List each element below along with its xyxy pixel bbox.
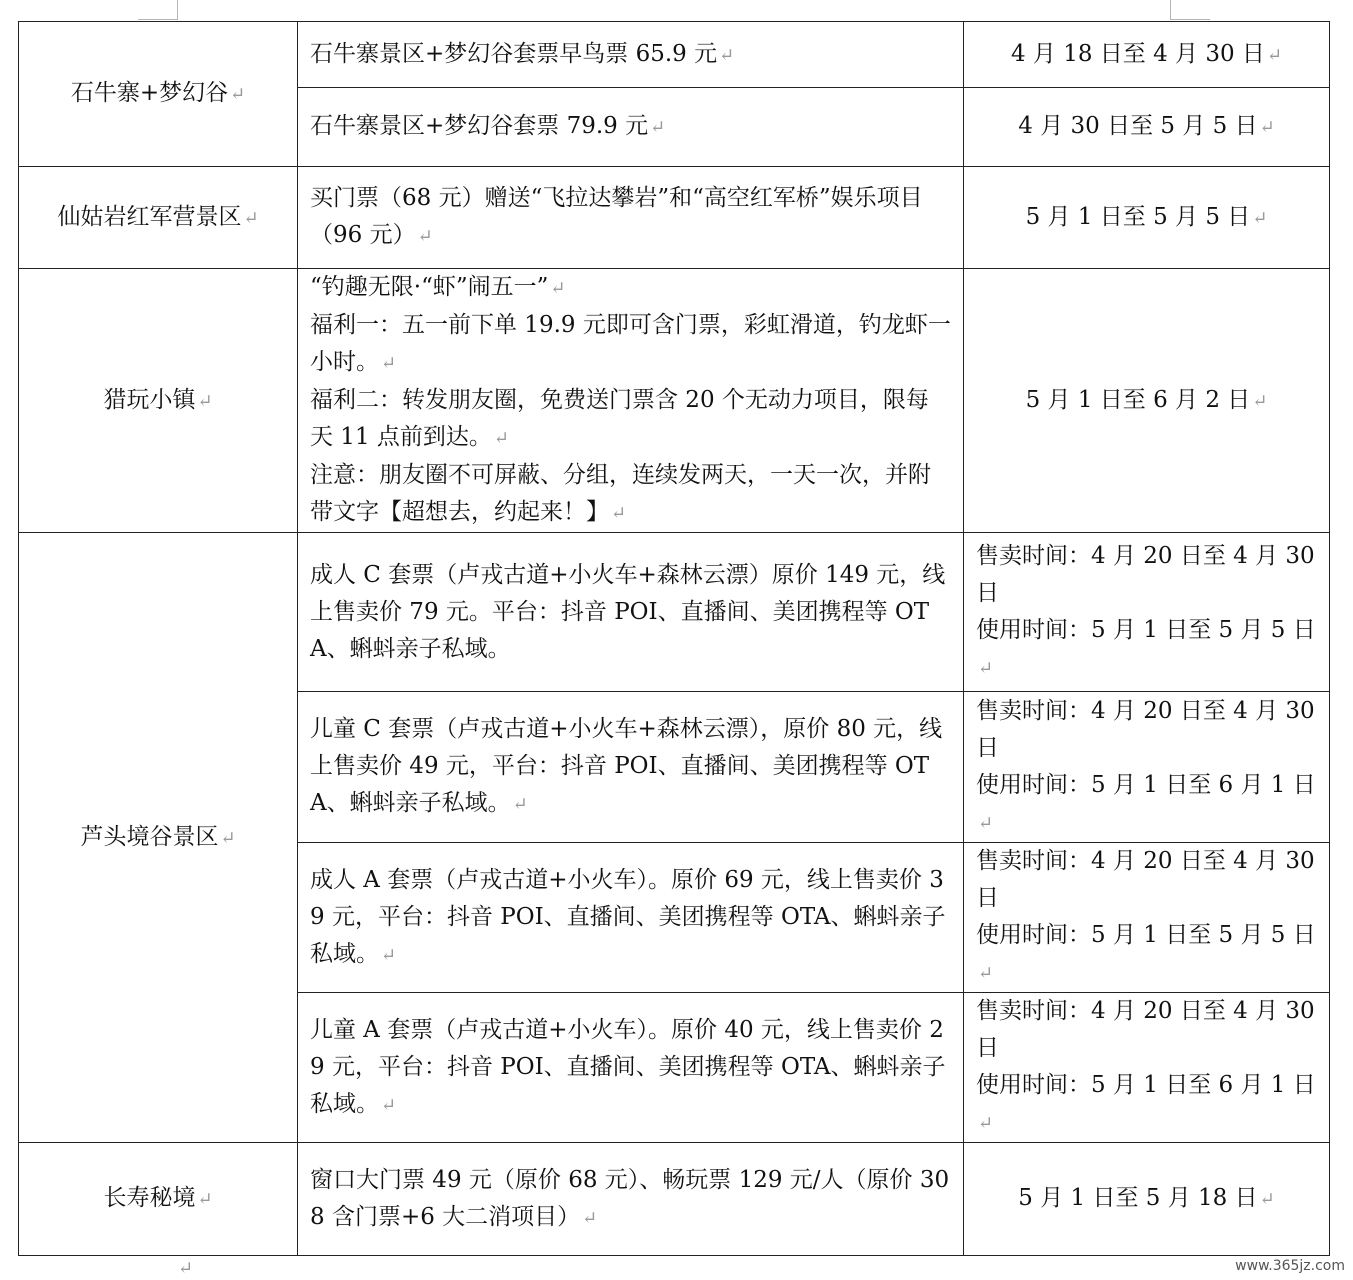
date-cell (964, 843, 1330, 993)
date-text: 5 月 1 日至 6 月 2 日 (1025, 386, 1251, 413)
return-mark: ↵ (582, 1207, 598, 1229)
scenic-name-cell (19, 1143, 298, 1256)
date-cell (964, 533, 1330, 692)
return-mark: ↵ (1252, 207, 1268, 229)
date-cell (964, 993, 1330, 1143)
scenic-name: 石牛寨+梦幻谷 (70, 80, 229, 106)
offer-text: 石牛寨景区+梦幻谷套票 79.9 元 (310, 113, 649, 139)
date-cell (964, 1143, 1330, 1256)
sale-period: 售卖时间：4 月 20 日至 4 月 30 日 (976, 848, 1315, 911)
use-period: 使用时间：5 月 1 日至 5 月 5 日↵ (976, 616, 1316, 679)
return-mark: ↵ (381, 944, 397, 966)
return-mark: ↵ (978, 657, 994, 679)
return-mark: ↵ (1259, 117, 1275, 138)
offer-cell (298, 167, 964, 269)
date-cell (964, 692, 1330, 843)
table-row (19, 1143, 1330, 1256)
return-mark: ↵ (230, 84, 246, 105)
offer-note: 注意：朋友圈不可屏蔽、分组，连续发两天，一天一次，并附带文字【超想去，约起来！】 ↵ (310, 462, 931, 525)
use-period: 使用时间：5 月 1 日至 6 月 1 日↵ (976, 1072, 1316, 1134)
return-mark: ↵ (550, 278, 566, 299)
return-mark: ↵ (719, 44, 735, 66)
return-mark: ↵ (978, 1113, 994, 1134)
scenic-name: 芦头境谷景区 (80, 823, 219, 850)
date-text: 5 月 1 日至 5 月 18 日 (1018, 1185, 1258, 1211)
return-mark: ↵ (1252, 390, 1268, 412)
offer-cell (298, 993, 964, 1143)
offer-text: 儿童 A 套票（卢戎古道+小火车）。原价 40 元，线上售卖价 29 元，平台：抖音 POI、直播间、美团携程等 OTA、蝌蚪亲子私域。 (310, 1016, 946, 1117)
return-mark: ↵ (650, 117, 666, 138)
return-mark: ↵ (1266, 44, 1283, 66)
crop-mark (177, 0, 178, 20)
return-mark: ↵ (243, 207, 259, 229)
offer-cell (298, 533, 964, 692)
return-mark: ↵ (197, 390, 213, 412)
paragraph-mark: ↵ (178, 1258, 194, 1279)
return-mark: ↵ (978, 812, 994, 834)
scenic-name: 仙姑岩红军营景区 (57, 203, 242, 230)
return-mark: ↵ (978, 963, 994, 984)
offer-text: 窗口大门票 49 元（原价 68 元）、畅玩票 129 元/人（原价 308 含门票+6 大二消项目） (310, 1166, 950, 1230)
return-mark: ↵ (381, 353, 397, 374)
return-mark: ↵ (512, 794, 528, 815)
offer-text: 儿童 C 套票（卢戎古道+小火车+森林云漂），原价 80 元，线上售卖价 49 元，平台：抖音 POI、直播间、美团携程等 OTA、蝌蚪亲子私域。 (310, 716, 943, 816)
return-mark: ↵ (1259, 1189, 1275, 1210)
date-cell (964, 88, 1330, 167)
table-row (19, 22, 1330, 88)
scenic-name: 猎玩小镇 (103, 386, 196, 413)
return-mark: ↵ (611, 503, 627, 524)
return-mark: ↵ (220, 827, 236, 849)
crop-mark (1170, 19, 1210, 20)
return-mark: ↵ (381, 1094, 397, 1116)
table-row (19, 269, 1330, 533)
return-mark: ↵ (417, 226, 433, 247)
scenic-name: 长寿秘境 (103, 1185, 196, 1211)
date-text: 4 月 18 日至 4 月 30 日 (1010, 40, 1265, 67)
use-period: 使用时间：5 月 1 日至 5 月 5 日↵ (976, 922, 1316, 984)
offer-cell (298, 269, 964, 533)
crop-mark (1170, 0, 1171, 20)
watermark: www.365jz.com (1235, 1258, 1345, 1274)
return-mark: ↵ (197, 1189, 213, 1210)
date-text: 5 月 1 日至 5 月 5 日 (1025, 203, 1251, 230)
offer-cell (298, 1143, 964, 1256)
crop-mark (138, 19, 178, 20)
offer-text: 成人 C 套票（卢戎古道+小火车+森林云漂）原价 149 元，线上售卖价 79 元。平台：抖音 POI、直播间、美团携程等 OTA、蝌蚪亲子私域。 (310, 561, 946, 662)
use-period: 使用时间：5 月 1 日至 6 月 1 日↵ (976, 771, 1316, 834)
scenic-name-cell (19, 22, 298, 167)
offer-cell (298, 22, 964, 88)
offer-text: 成人 A 套票（卢戎古道+小火车）。原价 69 元，线上售卖价 39 元，平台：抖音 POI、直播间、美团携程等 OTA、蝌蚪亲子私域。 (310, 866, 946, 967)
offer-cell (298, 692, 964, 843)
date-text: 4 月 30 日至 5 月 5 日 (1018, 113, 1258, 139)
date-cell (964, 22, 1330, 88)
scenic-name-cell (19, 269, 298, 533)
promotion-table (18, 21, 1330, 1256)
offer-benefit-2: 福利二：转发朋友圈，免费送门票含 20 个无动力项目，限每天 11 点前到达。 ↵ (310, 387, 929, 450)
offer-text: 买门票（68 元）赠送“飞拉达攀岩”和“高空红军桥”娱乐项目（96 元） (310, 185, 923, 248)
table-row (19, 533, 1330, 692)
sale-period: 售卖时间：4 月 20 日至 4 月 30 日 (976, 542, 1315, 606)
scenic-name-cell (19, 167, 298, 269)
sale-period: 售卖时间：4 月 20 日至 4 月 30 日 (976, 697, 1315, 761)
offer-cell (298, 88, 964, 167)
offer-text: 石牛寨景区+梦幻谷套票早鸟票 65.9 元 (310, 40, 718, 67)
date-cell (964, 269, 1330, 533)
return-mark: ↵ (493, 428, 509, 449)
scenic-name-cell (19, 533, 298, 1143)
offer-cell (298, 843, 964, 993)
offer-benefit-1: 福利一：五一前下单 19.9 元即可含门票，彩虹滑道，钓龙虾一小时。 ↵ (310, 312, 951, 375)
table-row (19, 167, 1330, 269)
sale-period: 售卖时间：4 月 20 日至 4 月 30 日 (976, 998, 1315, 1061)
offer-title: “钓趣无限·“虾”闹五一” ↵ (310, 274, 566, 300)
date-cell (964, 167, 1330, 269)
